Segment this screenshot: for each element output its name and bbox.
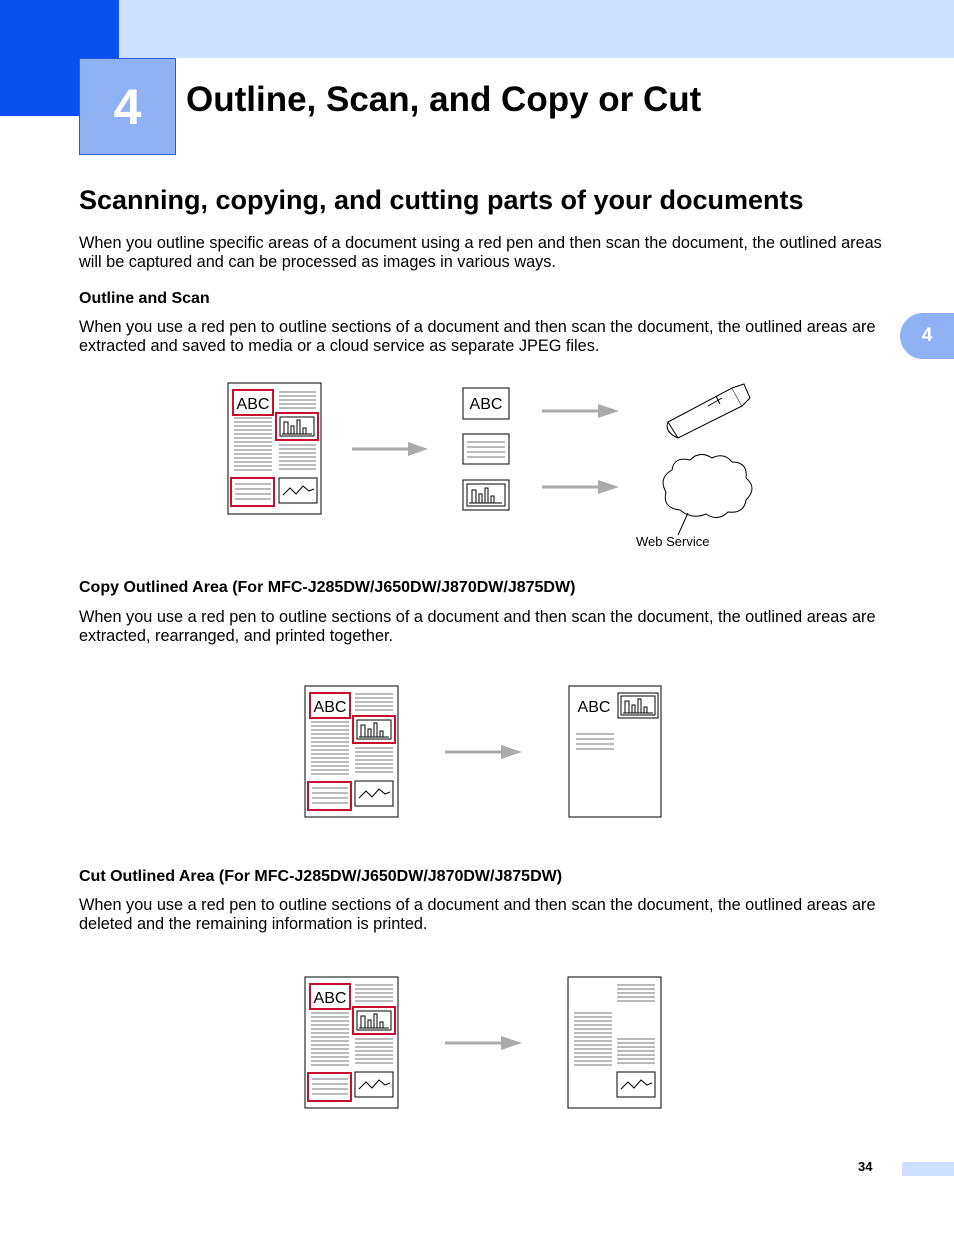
- cut-title: Cut Outlined Area (For MFC-J285DW/J650DW/J870DW/J875DW): [79, 868, 563, 885]
- copy-title: Copy Outlined Area (For MFC-J285DW/J650DW/J870DW/J875DW): [79, 579, 576, 596]
- abc-label: ABC: [577, 699, 611, 716]
- cut-text: When you use a red pen to outline sections of a document and then scan the document, the outlined areas are deleted and the remaining information is printed.: [79, 896, 876, 933]
- output-document: [568, 977, 661, 1108]
- copy-text: When you use a red pen to outline sections of a document and then scan the document, the outlined areas are extracted, rearranged, and printed together.: [79, 608, 876, 645]
- usb-drive-icon: [667, 384, 750, 438]
- chapter-title: Outline, Scan, and Copy or Cut: [186, 80, 702, 119]
- cut-diagram: [0, 972, 954, 1117]
- header-band: [0, 0, 954, 58]
- chapter-number: 4: [113, 78, 142, 135]
- page-number: 34: [858, 1159, 873, 1174]
- copy-diagram: [0, 680, 954, 825]
- cloud-icon: [663, 454, 752, 535]
- web-service-label: Web Service: [636, 534, 710, 549]
- abc-label: ABC: [313, 699, 347, 716]
- outline-scan-text: When you use a red pen to outline sections of a document and then scan the document, the outlined areas are extracted and saved to media or a cloud service as separate JPEG files.: [79, 318, 876, 355]
- section-title: Scanning, copying, and cutting parts of your documents: [79, 185, 804, 215]
- arrow-icon: [445, 745, 522, 759]
- section-intro: When you outline specific areas of a document using a red pen and then scan the document, the outlined areas will be captured and can be processed as images in various ways.: [79, 234, 882, 271]
- abc-label: ABC: [313, 990, 347, 1007]
- arrow-icon: [352, 442, 428, 456]
- abc-label: ABC: [469, 396, 503, 413]
- source-document: [228, 383, 321, 514]
- source-document: [305, 686, 398, 817]
- outline-scan-diagram: [0, 370, 954, 555]
- output-document: [569, 686, 661, 817]
- arrow-icon: [445, 1036, 522, 1050]
- chapter-number-box: [79, 58, 176, 155]
- arrow-icon: [542, 404, 619, 494]
- footer-bar: [902, 1162, 954, 1176]
- extracted-images: [463, 388, 509, 510]
- abc-label: ABC: [236, 396, 270, 413]
- outline-scan-title: Outline and Scan: [79, 290, 210, 307]
- source-document: [305, 977, 398, 1108]
- chapter-side-tab[interactable]: 4: [900, 313, 954, 359]
